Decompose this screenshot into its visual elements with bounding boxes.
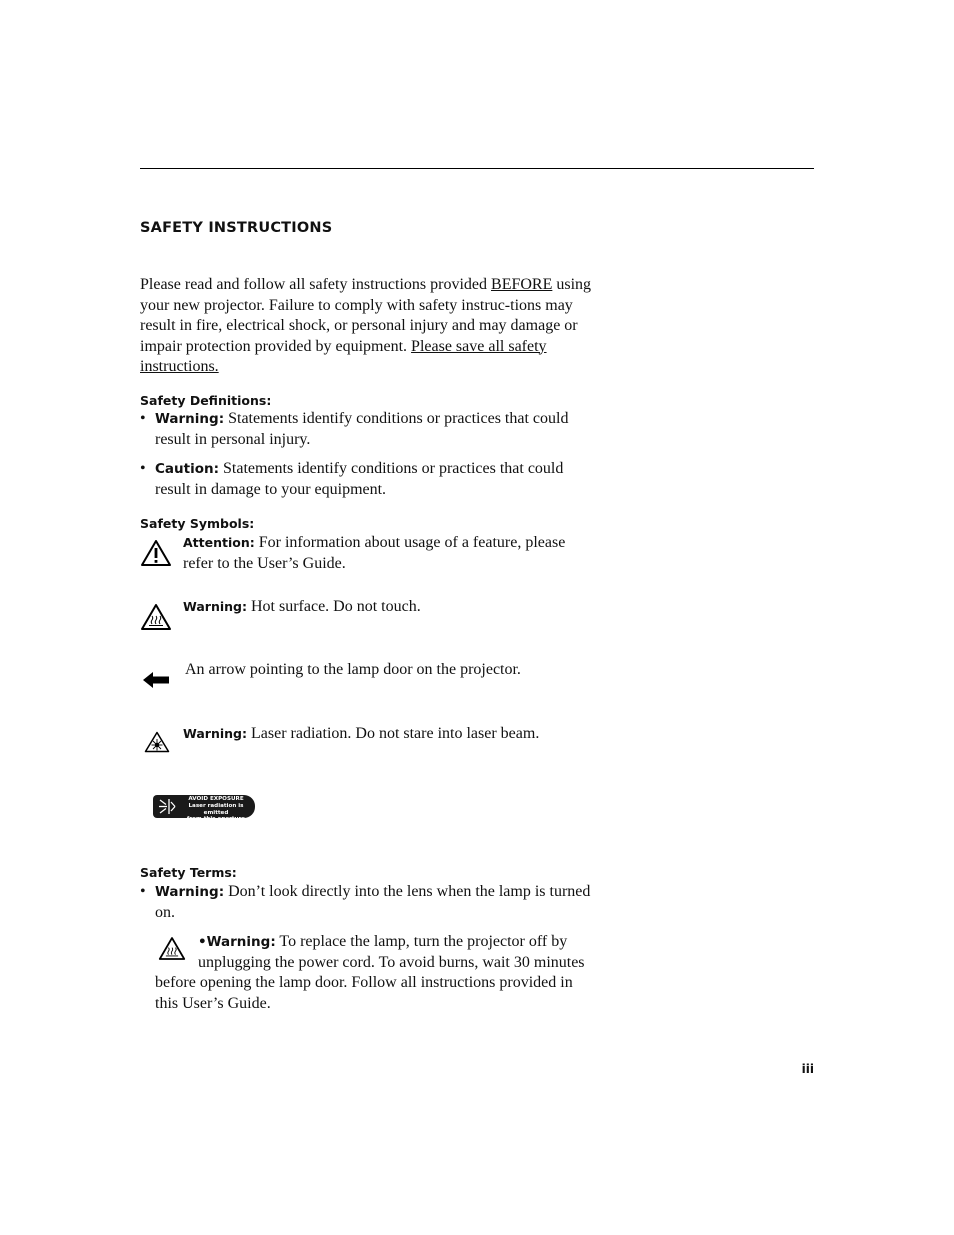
symbol-attention-label: Attention: bbox=[183, 535, 255, 550]
intro-paragraph bbox=[140, 275, 600, 378]
term-warning-lens-text: Don’t look directly into the lens when the lamp is turned on. bbox=[155, 883, 591, 921]
symbol-attention-desc: For information about usage of a feature, please refer to the User’s Guide. bbox=[183, 534, 566, 572]
symbol-attention-text bbox=[183, 533, 598, 574]
definition-warning bbox=[140, 409, 595, 450]
laser-icon bbox=[144, 731, 170, 753]
laser-aperture-line-2: Laser radiation is emitted bbox=[188, 802, 244, 816]
definition-caution-label: Caution: bbox=[155, 461, 219, 477]
term-warning-lamp-text: To replace the lamp, turn the projector off by unplugging the power cord. To avoid burns, wait 30 minutes before opening the lamp door. Follow all instructions provided in this User’s Guide. bbox=[155, 933, 585, 1012]
symbol-hot-surface-label: Warning: bbox=[183, 599, 247, 614]
laser-aperture-line-3: from this aperture bbox=[186, 816, 246, 823]
definitions-heading: Safety Definitions: bbox=[140, 393, 272, 408]
terms-heading: Safety Terms: bbox=[140, 865, 237, 880]
definition-warning-text: Statements identify conditions or practices that could result in personal injury. bbox=[155, 410, 569, 448]
exclamation-triangle-icon bbox=[140, 539, 172, 567]
definition-caution bbox=[140, 459, 595, 500]
intro-text-2: using your new projector. Failure to comply with safety instruc-tions may result in fire, electrical shock, or personal injury and may damage or impair protection provided by equipment. bbox=[140, 276, 592, 355]
symbol-lamp-door-arrow bbox=[140, 660, 600, 692]
symbols-heading: Safety Symbols: bbox=[140, 516, 255, 531]
laser-aperture-text bbox=[179, 796, 253, 823]
arrow-left-icon bbox=[142, 669, 170, 691]
definition-caution-text: Statements identify conditions or practices that could result in damage to your equipment. bbox=[155, 460, 564, 498]
symbol-attention bbox=[140, 533, 600, 577]
hot-surface-icon bbox=[140, 603, 172, 631]
intro-save-note: Please save all safety instructions. bbox=[140, 337, 547, 375]
symbol-laser-desc: Laser radiation. Do not stare into laser beam. bbox=[246, 725, 540, 742]
laser-burst-icon bbox=[155, 796, 177, 817]
bullet-dot: • bbox=[140, 460, 146, 477]
symbol-laser-text bbox=[183, 724, 598, 745]
bullet-dot: • bbox=[140, 883, 146, 900]
bullet-dot: • bbox=[140, 410, 146, 427]
symbol-hot-surface-text bbox=[183, 597, 598, 618]
intro-before: BEFORE bbox=[491, 276, 553, 293]
term-warning-lamp-label: •Warning: bbox=[198, 934, 276, 950]
symbol-lamp-door-arrow-text: An arrow pointing to the lamp door on the projector. bbox=[185, 661, 521, 678]
hot-surface-icon bbox=[158, 935, 186, 962]
top-rule bbox=[140, 168, 814, 169]
definition-warning-label: Warning: bbox=[155, 411, 225, 427]
laser-aperture-label bbox=[153, 795, 255, 823]
page-title: SAFETY INSTRUCTIONS bbox=[140, 220, 333, 236]
page-number: iii bbox=[801, 1062, 814, 1076]
term-warning-lens bbox=[140, 882, 595, 923]
symbol-hot-surface-desc: Hot surface. Do not touch. bbox=[246, 598, 421, 615]
term-warning-lamp bbox=[155, 932, 595, 1014]
symbol-laser-label: Warning: bbox=[183, 726, 247, 741]
intro-text-1: Please read and follow all safety instructions provided bbox=[140, 276, 492, 293]
term-warning-lens-label: Warning: bbox=[155, 884, 225, 900]
symbol-laser bbox=[140, 724, 600, 758]
laser-aperture-line-1: AVOID EXPOSURE bbox=[188, 796, 244, 802]
symbol-hot-surface bbox=[140, 597, 600, 633]
